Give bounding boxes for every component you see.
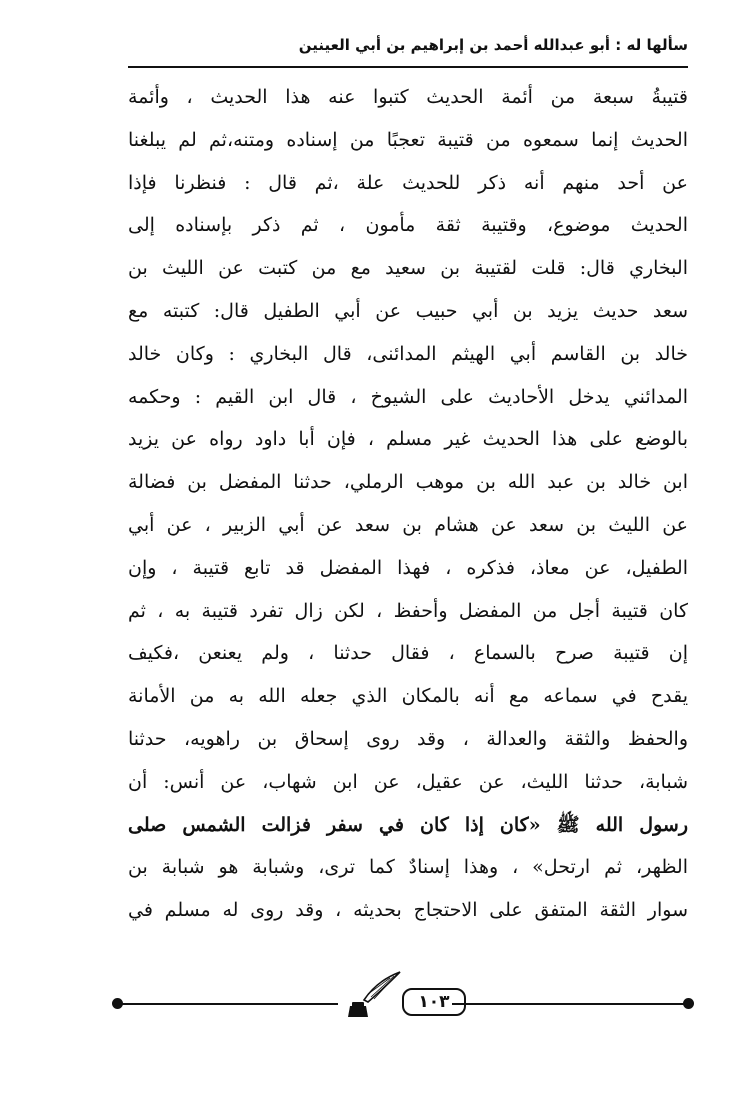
text-line: البخاري قال: قلت لقتيبة بن سعيد مع من كتبت عن الليث بن — [128, 257, 688, 280]
text-line: الظهر، ثم ارتحل» ، وهذا إسنادٌ كما ترى، وشبابة هو شبابة بن — [128, 856, 688, 879]
text-line: يقدح في سماعه مع أنه بالمكان الذي جعله الله به من الأمانة — [128, 685, 688, 708]
footer-rule-right — [452, 1003, 686, 1005]
text-line: عن أحد منهم أنه ذكر للحديث علة ،ثم قال : فنظرنا فإذا — [128, 171, 688, 194]
text-line: إن قتيبة صرح بالسماع ، فقال حدثنا ، ولم يعنعن ،فكيف — [128, 642, 688, 665]
text-line: المدائني يدخل الأحاديث على الشيوخ ، قال ابن القيم : وحكمه — [128, 385, 688, 408]
text-line: شبابة، حدثنا الليث، عن عقيل، عن ابن شهاب، عن أنس: أن — [128, 770, 688, 793]
header-divider — [128, 66, 688, 68]
hadith-quote-line: رسول الله ﷺ «كان إذا كان في سفر فزالت الشمس صلى — [128, 813, 688, 836]
text-line: ابن خالد بن عبد الله بن موهب الرملي، حدثنا المفضل بن فضالة — [128, 471, 688, 494]
text-line: والحفظ والثقة والعدالة ، وقد روى إسحاق بن راهويه، حدثنا — [128, 727, 688, 750]
text-line: خالد بن القاسم أبي الهيثم المدائنى، قال البخاري : وكان خالد — [128, 342, 688, 365]
text-line: كان قتيبة أجل من المفضل وأحفظ ، لكن زال تفرد قتيبة به ، ثم — [128, 599, 688, 622]
text-line: عن الليث بن سعد عن هشام بن سعد عن أبي الزبير ، عن أبي — [128, 513, 688, 536]
text-line: الحديث إنما سمعوه من قتيبة تعجبًا من إسناده ومتنه،ثم لم يبلغنا — [128, 128, 688, 151]
footer-dot-right — [683, 998, 694, 1009]
running-header: سألها له : أبو عبدالله أحمد بن إبراهيم بن أبي العينين — [298, 36, 688, 54]
footer-rule-left — [120, 1003, 338, 1005]
page-number: ١٠٣ — [402, 988, 466, 1016]
page-body-text — [128, 76, 688, 932]
text-line: قتيبةُ سبعة من أئمة الحديث كتبوا عنه هذا الحديث ، وأئمة — [128, 86, 688, 108]
text-line: بالوضع على هذا الحديث غير مسلم ، فإن أبا داود رواه عن يزيد — [128, 428, 688, 451]
text-line: الحديث موضوع، وقتيبة ثقة مأمون ، ثم ذكر بإسناده إلى — [128, 214, 688, 237]
text-line: سوار الثقة المتفق على الاحتجاج بحديثه ، وقد روى له مسلم في — [128, 899, 688, 922]
quill-inkwell-icon — [344, 970, 404, 1018]
page-footer — [112, 984, 694, 1024]
text-line: سعد حديث يزيد بن أبي حبيب عن أبي الطفيل قال: كتبته مع — [128, 299, 688, 322]
text-line: الطفيل، عن معاذ، فذكره ، فهذا المفضل قد تابع قتيبة ، وإن — [128, 556, 688, 579]
